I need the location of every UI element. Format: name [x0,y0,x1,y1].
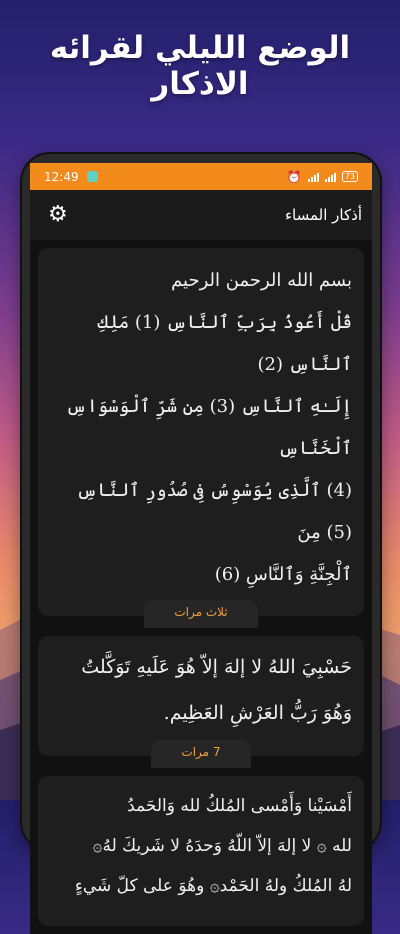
repeat-count-button[interactable]: 7 مرات [151,740,250,768]
zikr-card [38,248,364,616]
status-bar [30,163,372,190]
zikr-text-line: حَسْبِيَ اللهُ لا إلهَ إلاّ هُوَ عَلَيهِ تَوَكَّلتُ [81,656,352,678]
page-title: أذكار المساء [285,206,362,224]
app-notification-icon [87,171,98,182]
zikr-text-line: ٱلْجِنَّةِ وَٱلنَّاسِ (6) [214,564,352,585]
zikr-card [38,636,364,756]
zikr-list [30,240,372,934]
zikr-text-line: (4) ٱلَّذِى يُوَسْوِسُ فِى صُدُورِ ٱلنَّاسِ (5) مِنَ [76,480,352,543]
zikr-text-line: لله ۞ لا إلهَ إلاّ اللّهُ وَحدَهُ لا شَريكَ لهُ۞ [92,836,352,856]
alarm-icon: ⏰ [286,169,302,184]
zikr-text-line: إِلَـٰهِ ٱلنَّاسِ (3) مِن شَرِّ ٱلْوَسْوَاسِ ٱلْخَنَّاسِ [65,396,352,459]
app-bar [30,190,372,240]
signal-icon-2 [325,172,336,182]
zikr-text-line: بسم الله الرحمن الرحيم [171,270,352,291]
promo-headline: الوضع الليلي لقرائه الاذكار [49,30,351,102]
repeat-count-button[interactable]: ثلاث مرات [144,600,257,628]
signal-icon [308,172,319,182]
zikr-card [38,776,364,926]
settings-gear-icon[interactable]: ⚙ [48,202,68,227]
zikr-text-line: وَهُوَ رَبُّ العَرْشِ العَظِيم. [163,702,352,724]
zikr-text-line: قُلْ أَعُوذُ بِرَبِّ ٱلنَّاسِ (1) مَلِكِ ٱلنَّاسِ (2) [97,312,352,375]
status-time: 12:49 [44,169,79,184]
zikr-text-line: لهُ المُلكُ ولهُ الحَمْد۞ وهُوَ على كلّ شَيءٍ [74,876,352,896]
battery-icon: 73 [342,171,358,182]
phone-screen [30,163,372,896]
zikr-text-line: أَمْسَيْنا وَأَمْسى المُلكُ لله وَالحَمدُ [127,796,352,816]
